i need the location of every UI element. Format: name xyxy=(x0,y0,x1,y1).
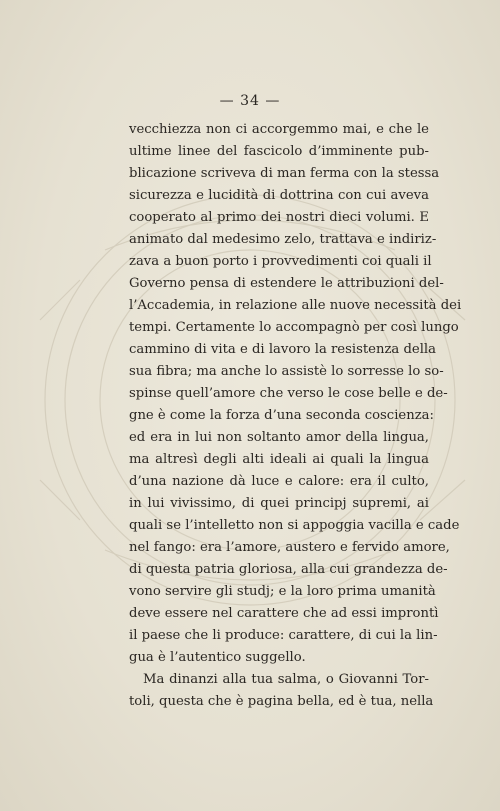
body-text xyxy=(129,119,462,713)
text-line: tempi. Certamente lo accompagnò per così lungo xyxy=(129,320,459,335)
text-line: nel fango: era l’amore, austero e fervido amore, xyxy=(129,540,450,555)
text-line: spinse quell’amore che verso le cose belle e de- xyxy=(129,386,448,401)
text-line: toli, questa che è pagina bella, ed è tua, nella xyxy=(129,694,434,709)
text-line: gne è come la forza d’una seconda coscienza: xyxy=(129,408,434,423)
text-line: sua fibra; ma anche lo assistè lo sorresse lo so- xyxy=(129,364,444,379)
text-line: gua è l’autentico suggello. xyxy=(129,650,306,665)
text-line: sicurezza e lucidità di dottrina con cui aveva xyxy=(129,188,429,203)
text-line: cooperato al primo dei nostri dieci volumi. E xyxy=(129,210,429,225)
text-line: quali se l’intelletto non si appoggia vacilla e cade xyxy=(129,518,460,533)
page-number: — 34 — xyxy=(219,93,281,109)
text-line: in lui vivissimo, di quei principj supremi, ai xyxy=(129,496,429,511)
text-line: di questa patria gloriosa, alla cui grandezza de- xyxy=(129,562,448,577)
text-line: vono servire gli studj; e la loro prima umanità xyxy=(129,584,436,599)
text-line: d’una nazione dà luce e calore: era il culto, xyxy=(129,474,429,489)
text-line: ma altresì degli alti ideali ai quali la lingua xyxy=(129,452,429,467)
text-line: blicazione scriveva di man ferma con la stessa xyxy=(129,166,440,181)
text-line: animato dal medesimo zelo, trattava e indiriz- xyxy=(129,232,437,247)
text-line: deve essere nel carattere che ad essi improntì xyxy=(129,606,439,621)
text-line: cammino di vita e di lavoro la resistenza della xyxy=(129,342,437,357)
text-line: il paese che li produce: carattere, di cui la lin- xyxy=(129,628,438,643)
text-line: ed era in lui non soltanto amor della lingua, xyxy=(129,430,429,445)
text-line: l’Accademia, in relazione alle nuove necessità dei xyxy=(129,298,462,313)
text-line: ultime linee del fascicolo d’imminente pub- xyxy=(129,144,429,159)
text-line: vecchiezza non ci accorgemmo mai, e che le xyxy=(129,122,429,137)
text-line: Ma dinanzi alla tua salma, o Giovanni Tor- xyxy=(143,672,429,687)
text-line: zava a buon porto i provvedimenti coi quali il xyxy=(129,254,432,269)
text-line: Governo pensa di estendere le attribuzioni del- xyxy=(129,276,444,291)
